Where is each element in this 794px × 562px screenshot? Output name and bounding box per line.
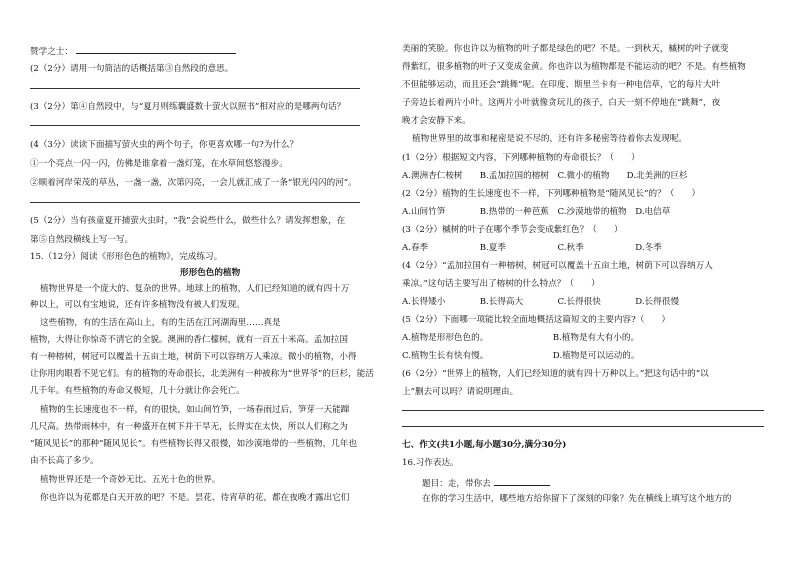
question-3: (3（2分）第④自然段中，与“夏月则练囊盛数十萤火以照书”相对应的是哪两句话？ xyxy=(30,102,346,112)
passage-line: 植物的生长速度也不一样，有的很快，如山间竹笋，一场春雨过后，笋芽一天能蹿 xyxy=(40,405,350,415)
question-4: (4（2分）“孟加拉国有一种榕树，树冠可以覆盖十五亩土地，树荫下可以容纳万人 xyxy=(402,261,713,271)
passage-line: 植物世界还是一个奇妙无比、五光十色的世界。 xyxy=(40,475,221,485)
passage-title: 形形色色的植物 xyxy=(180,268,241,278)
passage-line: 让你用肉眼看不见它们。有的植物的寿命很长，北美洲有一种被称为“世界爷”的巨杉，能活 xyxy=(30,369,374,379)
answer-line[interactable] xyxy=(30,202,360,203)
question-6-cont: 上”删去可以吗？请说明理由。 xyxy=(402,387,519,397)
question-5: (5（2分）当有孩童夏开捕萤火虫时，“我”会说些什么，做些什么？请发挥想象，在 xyxy=(30,216,346,226)
options-5b[interactable]: C.植物生长有快有慢。 D.植物是可以运动的。 xyxy=(402,351,640,361)
options-2[interactable]: A.山间竹笋 B.热带的一种芭蕉 C.沙漠地带的植物 D.电信草 xyxy=(402,207,671,217)
passage-line: 不但能够运动，而且还会“跳舞”呢。在印度、斯里兰卡有一种电信草，它的每片大叶 xyxy=(402,80,721,90)
question-5: (5（2分）下面哪一项能比较全面地概括这篇短文的主要内容?（ ） xyxy=(402,315,671,325)
section-15: 15.（12分）阅读《形形色色的植物》，完成练习。 xyxy=(30,252,223,262)
passage-line: 得紫红，很多植物的叶子又变成金黄。你也许以为植物都是不能运动的吧？不是。有些植物 xyxy=(402,62,746,72)
question-4-cont: 乘凉。”这句话主要写出了榕树的什么特点？（ ） xyxy=(402,279,600,289)
question-2: (2（2分）植物的生长速度也不一样，下列哪种植物是“随风见长”的？（ ） xyxy=(402,189,701,199)
left-column xyxy=(30,0,392,562)
answer-line[interactable] xyxy=(402,410,764,411)
options-5a[interactable]: A.植物是形形色色的。 B.植物是有大有小的。 xyxy=(402,333,640,343)
text-line: 赞学之士： xyxy=(30,44,236,58)
sentence-2: ②顺着河岸荣茂的草丛，一盏一盏，次第闪亮，一会儿就汇成了一条“银光闪闪的河”。 xyxy=(30,178,357,188)
answer-line[interactable] xyxy=(30,88,360,89)
passage-line: 这些植物，有的生活在高山上，有的生活在江河湖海里……真是 xyxy=(40,318,281,328)
question-5-cont: 第⑤自然段横线上写一写。 xyxy=(30,235,134,245)
passage-line: 你也许以为花都是白天开放的吧？不是。昙花、待宵草的花，都在夜晚才露出它们 xyxy=(40,493,350,503)
question-1: (1（2分）根据短文内容，下列哪种植物的寿命很长？（ ） xyxy=(402,153,640,163)
options-4[interactable]: A.长得矮小 B.长得高大 C.长得很快 D.长得很慢 xyxy=(402,297,679,307)
passage-line: 种以上，可以有宝地说，还有许多植物没有被人们发现。 xyxy=(30,300,245,310)
question-4: (4（3分）读读下面描写萤火虫的两个句子，你更喜欢哪一句?为什么？ xyxy=(30,140,299,150)
question-6: (6（2分）“世界上的植物，人们已经知道的就有四十万种以上。”把这句话中的“以 xyxy=(402,369,709,379)
sentence-1: ①一个亮点一闪一闪，仿佛是谁拿着一盏灯笼，在水草间悠悠漫步。 xyxy=(30,159,288,169)
passage-line: 有一种榕树，树冠可以覆盖十五亩土地，树荫下可以容纳万人乘凉。微小的植物，小得 xyxy=(30,352,357,362)
passage-line: 植物世界是一个庞大的、复杂的世界。地球上的植物，人们已经知道的就有四十万 xyxy=(40,284,350,294)
answer-line[interactable] xyxy=(30,125,360,126)
question-3: (3（2分）槭树的叶子在哪个季节会变成紫红色？（ ） xyxy=(402,225,623,235)
passage-line: “随风见长”的那种“随风见长”。有些植物长得又很慢，如沙漠地带的一些植物，几年也 xyxy=(30,439,357,449)
passage-line: 植物，大得让你惊奇不清它的全貌。澳洲的香仁檬树，就有一百五十米高。孟加拉国 xyxy=(30,335,348,345)
question-16: 16.习作表达。 xyxy=(402,458,459,468)
passage-line: 几千年。有些植物的寿命又极短，几十分就让你会死亡。 xyxy=(30,386,245,396)
section-7-heading: 七、作文(共1小题,每小题30分,满分30分) xyxy=(402,440,567,450)
answer-blank[interactable] xyxy=(76,44,236,54)
answer-line[interactable] xyxy=(402,426,764,427)
passage-line: 晚才会安静下来。 xyxy=(402,116,471,126)
options-3[interactable]: A.春季 B.夏季 C.秋季 D.冬季 xyxy=(402,243,662,253)
right-column xyxy=(402,0,764,562)
options-1[interactable]: A.澳洲杏仁桉树 B.孟加拉国的榕树 C.微小的植物 D.北美洲的巨杉 xyxy=(402,171,688,181)
passage-line: 几尺高。热带雨林中，有一种盛开在树下并干旱无，长得实在太快，所以人们称之为 xyxy=(30,422,348,432)
passage-line: 植物世界里的故事和秘密是说不尽的，还有许多秘密等待着你去发现呢。 xyxy=(412,134,688,144)
essay-instruction: 在你的学习生活中，哪些地方给你留下了深刻的印象？先在横线上填写这个地方的 xyxy=(422,494,732,504)
question-2: (2（2分）请用一句简洁的话概括第③自然段的意思。 xyxy=(30,64,234,74)
passage-line: 子旁边长着两片小叶。这两片小叶就像贪玩儿的孩子，白天一刻不停地在“跳舞”，夜 xyxy=(402,98,721,108)
passage-line: 美丽的笑脸。你也许以为植物的叶子都是绿色的吧？不是。一到秋天，槭树的叶子就变 xyxy=(402,44,729,54)
essay-title: 题目：走，带你去 xyxy=(422,476,550,490)
title-blank[interactable] xyxy=(494,476,550,486)
passage-line: 由不长高了多少。 xyxy=(30,456,99,466)
